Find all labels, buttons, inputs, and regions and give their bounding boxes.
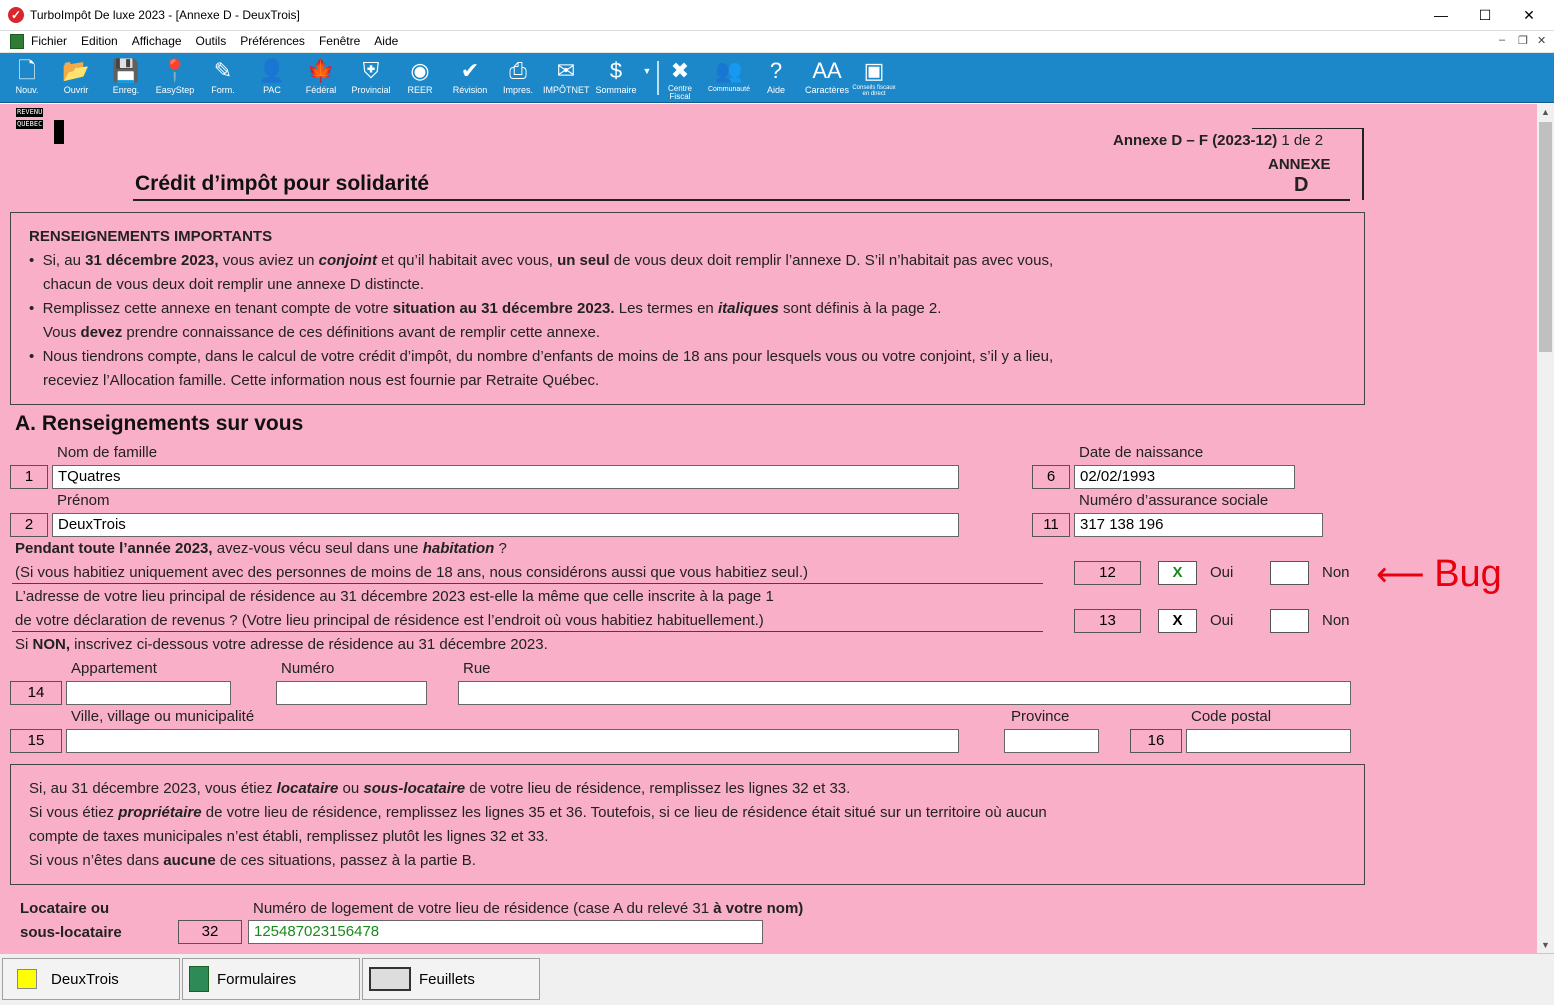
line-2-number: 2 — [10, 513, 48, 537]
ville-field[interactable] — [66, 729, 959, 753]
logo-flag-mark — [54, 120, 64, 144]
info-bullet-2-cont: Vous devez prendre connaissance de ces définitions avant de remplir cette annexe. — [43, 324, 601, 341]
page-indicator: 1 de 2 — [1281, 132, 1324, 149]
dob-label: Date de naissance — [1079, 444, 1204, 461]
logement-number-field[interactable]: 125487023156478 — [248, 920, 763, 944]
line-13-number: 13 — [1074, 609, 1141, 633]
forms-icon — [189, 966, 209, 992]
menu-outils[interactable]: Outils — [195, 34, 227, 48]
q13-oui-checkbox[interactable]: X — [1158, 609, 1197, 633]
menu-preferences[interactable]: Préférences — [240, 34, 305, 48]
menu-fichier[interactable]: Fichier — [31, 34, 68, 48]
yellow-square-icon — [17, 969, 37, 989]
toolbar-pac-button[interactable]: 👤 PAC — [252, 53, 292, 103]
info-bullet-2: • Remplissez cette annexe en tenant compte de votre situation au 31 décembre 2023. Les termes en italiques sont définis à la page 2. — [29, 300, 942, 317]
tools-icon: ✖ — [670, 58, 690, 83]
folder-icon: 📂 — [62, 58, 90, 83]
tab-formulaires[interactable]: Formulaires — [182, 958, 360, 1000]
q13-rule — [12, 631, 1043, 632]
line-1-number: 1 — [10, 465, 48, 489]
rue-label: Rue — [463, 660, 491, 677]
close-button[interactable]: ✕ — [1523, 7, 1535, 23]
q13-question-line2: de votre déclaration de revenus ? (Votre lieu principal de résidence est l’endroit où vous habitiez habituellement.) — [15, 612, 764, 629]
numero-field[interactable] — [276, 681, 427, 705]
minimize-button[interactable]: — — [1434, 7, 1448, 23]
tab-deuxtrois[interactable]: DeuxTrois — [2, 958, 180, 1000]
q12-question: Pendant toute l’année 2023, avez-vous vécu seul dans une habitation ? — [15, 540, 507, 557]
mdi-minimize-button[interactable]: – — [1499, 34, 1506, 46]
line-32-number: 32 — [178, 920, 242, 944]
q13-oui-label: Oui — [1210, 612, 1234, 629]
toolbar-sommaire-button[interactable]: $ Sommaire — [595, 58, 637, 95]
form-code: Annexe D – F (2023-12) — [1113, 132, 1278, 149]
printer-icon: ⎙ — [509, 58, 527, 83]
locataire-label-1: Locataire ou — [20, 900, 110, 917]
save-icon: 💾 — [112, 58, 140, 83]
title-underline — [133, 199, 1350, 201]
toolbar-font-size-button[interactable]: AA Caractères — [805, 58, 850, 95]
toolbar-revision-button[interactable]: ✔ Révision — [449, 53, 491, 103]
toolbar-new-button[interactable]: 🗋 Nouv. — [8, 53, 46, 103]
header-bracket-top — [1252, 128, 1364, 129]
menu-bar — [0, 31, 1554, 53]
pin-icon: 📍 — [161, 58, 189, 83]
help-icon: ? — [769, 58, 783, 83]
nas-field[interactable]: 317 138 196 — [1074, 513, 1323, 537]
document-icon — [10, 34, 24, 49]
q13-question-line1: L’adresse de votre lieu principal de résidence au 31 décembre 2023 est-elle la même que celle inscrite à la page 1 — [15, 588, 774, 605]
rue-field[interactable] — [458, 681, 1351, 705]
line-12-number: 12 — [1074, 561, 1141, 585]
title-bar — [0, 0, 1554, 31]
numero-label: Numéro — [281, 660, 335, 677]
checkmark-icon: ✔ — [460, 58, 480, 83]
residence-info-line4: Si vous n’êtes dans aucune de ces situations, passez à la partie B. — [29, 852, 476, 869]
mdi-restore-button[interactable]: ❐ — [1518, 35, 1528, 47]
toolbar-reer-button[interactable]: ◉ REER — [400, 53, 440, 103]
arrow-left-icon: ⟵ — [1376, 556, 1425, 594]
code-postal-label: Code postal — [1191, 708, 1272, 725]
person-icon: 👤 — [258, 58, 286, 83]
piggy-bank-icon: ◉ — [410, 58, 430, 83]
appt-label: Appartement — [71, 660, 157, 677]
q12-oui-label: Oui — [1210, 564, 1234, 581]
line-6-number: 6 — [1032, 465, 1070, 489]
tab-feuillets[interactable]: Feuillets — [362, 958, 540, 1000]
prenom-label: Prénom — [57, 492, 110, 509]
maximize-button[interactable]: ☐ — [1478, 7, 1492, 23]
prenom-field[interactable]: DeuxTrois — [52, 513, 959, 537]
toolbar-open-button[interactable]: 📂 Ouvrir — [56, 53, 96, 103]
sommaire-dropdown[interactable] — [641, 53, 653, 103]
vertical-scrollbar[interactable] — [1537, 104, 1554, 953]
revenu-quebec-logo: REVENU QUÉBEC — [14, 106, 64, 142]
maple-leaf-icon: 🍁 — [307, 58, 335, 83]
annexe-letter: D — [1294, 174, 1309, 196]
ville-label: Ville, village ou municipalité — [71, 708, 255, 725]
menu-affichage[interactable]: Affichage — [131, 34, 182, 48]
code-postal-field[interactable] — [1186, 729, 1351, 753]
q12-oui-checkbox[interactable]: X — [1158, 561, 1197, 585]
toolbar-community-button[interactable]: 👥 Communauté — [707, 58, 751, 93]
dollar-icon: $ — [609, 58, 623, 83]
toolbar-provincial-button[interactable]: ⛨ Provincial — [348, 53, 394, 103]
menu-fenetre[interactable]: Fenêtre — [318, 34, 361, 48]
shield-icon: ⛨ — [362, 58, 380, 83]
toolbar-centre-fiscal-button[interactable]: ✖ Centre Fiscal — [662, 53, 698, 103]
page-title: Crédit d’impôt pour solidarité — [135, 172, 430, 195]
residence-info-line1: Si, au 31 décembre 2023, vous étiez locataire ou sous-locataire de votre lieu de résidence, remplissez les lignes 32 et 33. — [29, 780, 851, 797]
toolbar-easystep-button[interactable]: 📍 EasyStep — [155, 58, 195, 95]
menu-edition[interactable]: Edition — [81, 34, 118, 48]
form-area — [0, 104, 1537, 953]
q12-non-checkbox[interactable] — [1270, 561, 1309, 585]
section-a-title: A. Renseignements sur vous — [15, 412, 304, 435]
toolbar-save-button[interactable]: 💾 Enreg. — [106, 53, 146, 103]
province-label: Province — [1011, 708, 1070, 725]
locataire-label-2: sous-locataire — [20, 924, 122, 941]
scrollbar-thumb[interactable] — [1539, 122, 1552, 352]
important-info-heading: RENSEIGNEMENTS IMPORTANTS — [29, 228, 273, 245]
q12-note: (Si vous habitiez uniquement avec des personnes de moins de 18 ans, nous considérons aussi que vous habitiez seul.) — [15, 564, 808, 581]
residence-info-line2: Si vous étiez propriétaire de votre lieu de résidence, remplissez les lignes 35 et 36. Toutefois, si ce lieu de résidence était situé sur un territoire où aucun — [29, 804, 1047, 821]
q12-non-label: Non — [1322, 564, 1350, 581]
q13-non-checkbox[interactable] — [1270, 609, 1309, 633]
mdi-close-button[interactable]: ✕ — [1537, 35, 1547, 47]
form-edit-icon: ✎ — [213, 58, 233, 83]
bottom-tab-bar — [0, 953, 1554, 1005]
scroll-down-icon[interactable]: ▼ — [1541, 940, 1550, 950]
appt-field[interactable] — [66, 681, 231, 705]
toolbar-print-button[interactable]: ⎙ Impres. — [498, 53, 538, 103]
bug-annotation: ⟵ Bug — [1376, 553, 1502, 595]
line-14-number: 14 — [10, 681, 62, 705]
q13-non-label: Non — [1322, 612, 1350, 629]
font-size-icon: AA — [812, 58, 842, 83]
info-bullet-1: • Si, au 31 décembre 2023, vous aviez un conjoint et qu’il habitait avec vous, un seul de vous deux doit remplir l’annexe D. S’il n’habitait pas avec vous, — [29, 252, 1054, 269]
residence-info-line3: compte de taxes municipales n’est établi, remplissez plutôt les lignes 32 et 33. — [29, 828, 549, 845]
toolbar-help-button[interactable]: ? Aide — [758, 53, 794, 103]
dob-field[interactable]: 02/02/1993 — [1074, 465, 1295, 489]
province-field[interactable] — [1004, 729, 1099, 753]
line-15-number: 15 — [10, 729, 62, 753]
advisor-icon: ▣ — [863, 58, 885, 83]
window-title: TurboImpôt De luxe 2023 - [Annexe D - DeuxTrois] — [30, 8, 300, 22]
toolbar-impotnet-button[interactable]: ✉ IMPÔTNET — [543, 58, 590, 95]
info-bullet-3: • Nous tiendrons compte, dans le calcul de votre crédit d’impôt, du nombre d’enfants de moins de 18 ans pour lesquels vous ou votre conjoint, s’il y a lieu, — [29, 348, 1054, 365]
nom-label: Nom de famille — [57, 444, 158, 461]
logement-description: Numéro de logement de votre lieu de résidence (case A du relevé 31 à votre nom) — [253, 900, 804, 917]
q12-rule — [12, 583, 1043, 584]
toolbar-form-button[interactable]: ✎ Form. — [203, 53, 243, 103]
scroll-up-icon[interactable]: ▲ — [1541, 107, 1550, 117]
header-bracket — [1362, 128, 1364, 200]
line-16-number: 16 — [1130, 729, 1182, 753]
toolbar-advisor-button[interactable]: ▣ Conseils fiscaux en direct — [852, 58, 896, 97]
slips-icon — [369, 967, 411, 991]
info-bullet-1-cont: chacun de vous deux doit remplir une annexe D distincte. — [43, 276, 425, 293]
turbotax-check-icon: ✓ — [8, 7, 24, 23]
dropdown-arrow-icon: ▼ — [642, 66, 652, 76]
info-bullet-3-cont: receviez l’Allocation famille. Cette information nous est fournie par Retraite Québec. — [43, 372, 600, 389]
envelope-icon: ✉ — [556, 58, 576, 83]
annexe-label: ANNEXE — [1268, 156, 1331, 173]
community-icon: 👥 — [715, 58, 743, 83]
toolbar — [0, 53, 1554, 103]
si-non-instruction: Si NON, inscrivez ci-dessous votre adresse de résidence au 31 décembre 2023. — [15, 636, 548, 653]
line-11-number: 11 — [1032, 513, 1070, 537]
nas-label: Numéro d’assurance sociale — [1079, 492, 1269, 509]
menu-aide[interactable]: Aide — [374, 34, 399, 48]
toolbar-separator — [657, 61, 659, 95]
toolbar-federal-button[interactable]: 🍁 Fédéral — [300, 53, 342, 103]
nom-field[interactable]: TQuatres — [52, 465, 959, 489]
new-doc-icon: 🗋 — [18, 58, 36, 83]
